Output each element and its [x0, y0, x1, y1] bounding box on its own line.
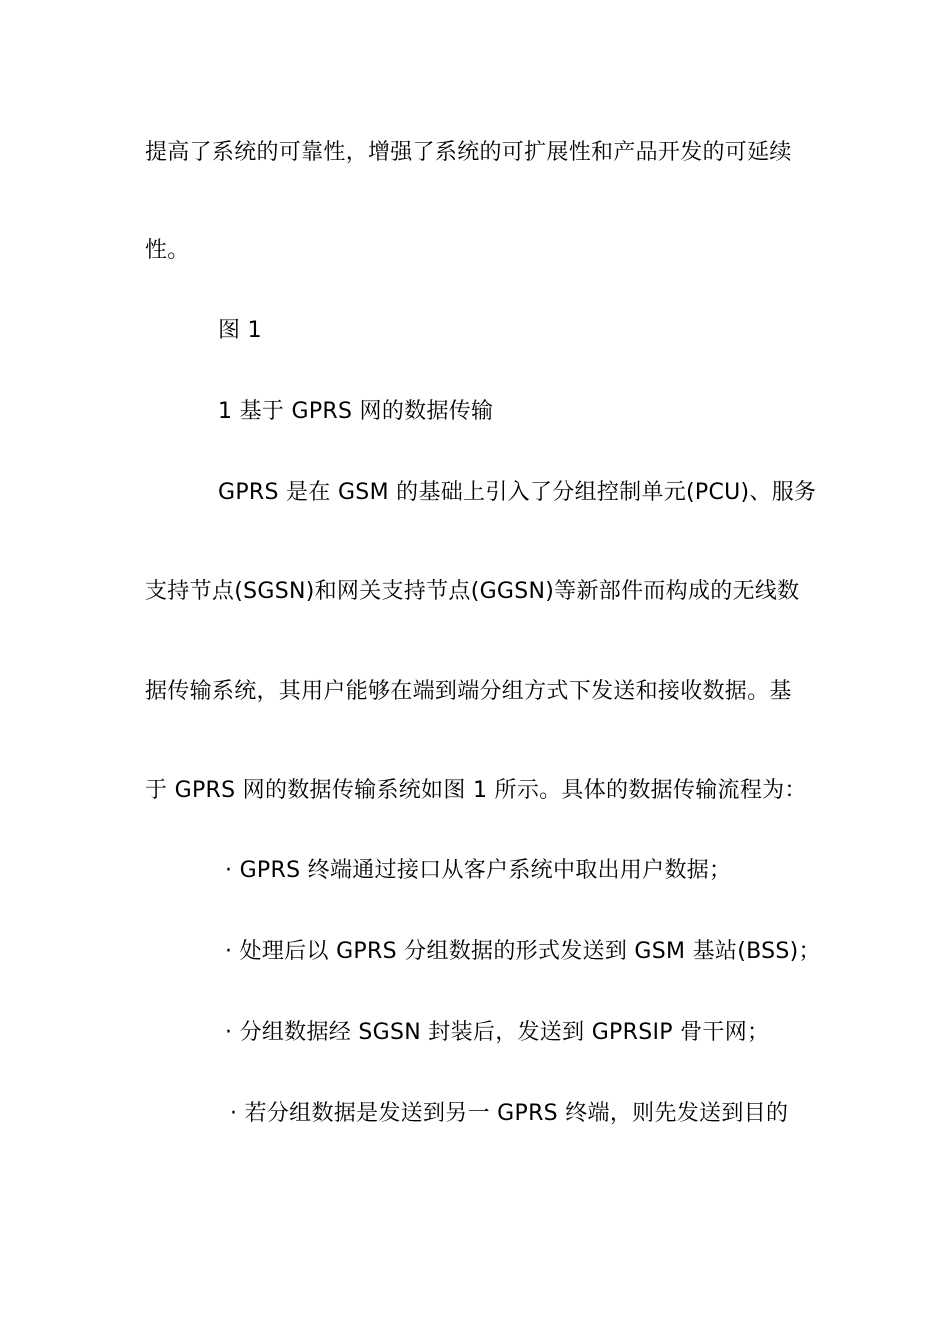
paragraph-line: 于 GPRS 网的数据传输系统如图 1 所示。具体的数据传输流程为：	[145, 778, 807, 803]
paragraph-line: 支持节点(SGSN)和网关支持节点(GGSN)等新部件而构成的无线数	[145, 579, 800, 604]
list-item: · 处理后以 GPRS 分组数据的形式发送到 GSM 基站(BSS)；	[225, 939, 821, 964]
list-item: · GPRS 终端通过接口从客户系统中取出用户数据；	[225, 858, 732, 883]
list-item: · 若分组数据是发送到另一 GPRS 终端，则先发送到目的	[230, 1101, 789, 1126]
paragraph-line: 性。	[145, 238, 190, 263]
section-heading: 1 基于 GPRS 网的数据传输	[218, 399, 494, 424]
figure-caption: 图 1	[218, 318, 262, 343]
paragraph-line: 据传输系统，其用户能够在端到端分组方式下发送和接收数据。基	[145, 679, 792, 704]
paragraph-line: GPRS 是在 GSM 的基础上引入了分组控制单元(PCU)、服务	[218, 480, 817, 505]
paragraph-line: 提高了系统的可靠性，增强了系统的可扩展性和产品开发的可延续	[145, 140, 792, 165]
list-item: · 分组数据经 SGSN 封装后，发送到 GPRSIP 骨干网；	[225, 1020, 770, 1045]
